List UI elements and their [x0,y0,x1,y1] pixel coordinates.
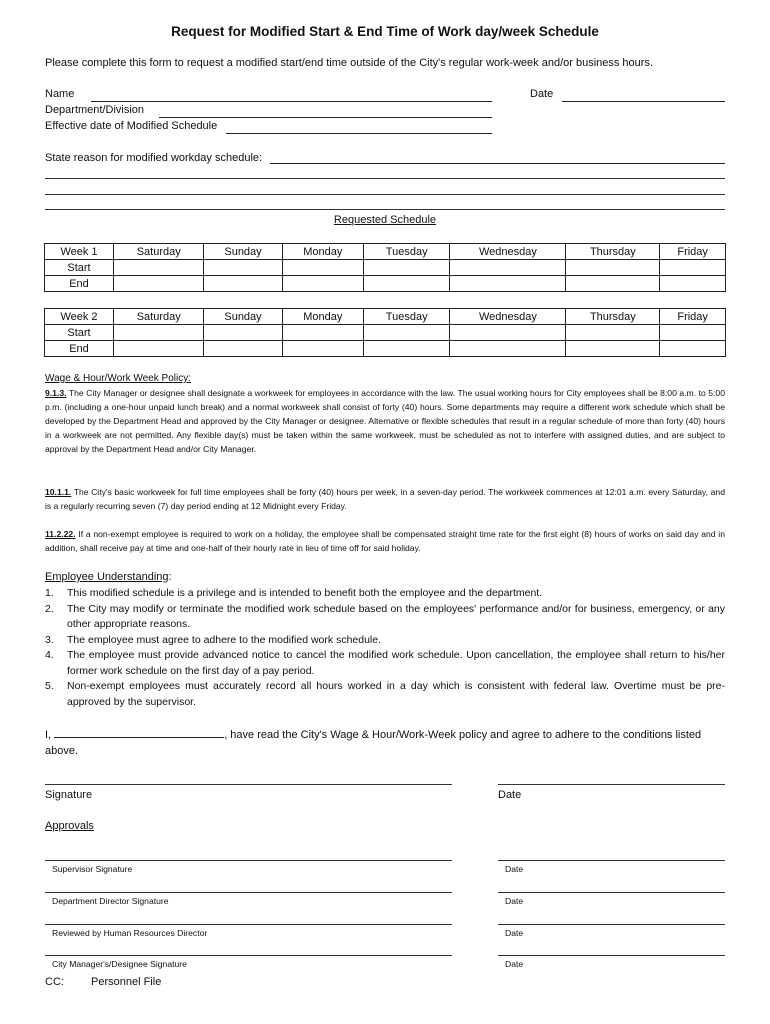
schedule-cell[interactable] [114,276,204,292]
day-tuesday: Tuesday [364,244,450,260]
start-label: Start [45,260,114,276]
signature-date-label: Date [498,789,522,801]
name-label: Name [45,88,75,100]
hr-date-line[interactable] [498,924,725,925]
week-1-table [44,243,726,292]
policy-heading: Wage & Hour/Work Week Policy: [45,373,191,384]
agreement-body: , have read the City's Wage & Hour/Work-Week policy and agree to adhere to the conditions listed above. [45,729,702,757]
date-field[interactable] [562,88,725,102]
reason-label: State reason for modified workday schedule: [45,152,263,164]
director-date-line[interactable] [498,892,725,893]
signature-date-line[interactable] [498,784,725,785]
week-2-label: Week 2 [45,309,114,325]
understanding-heading-wrap [45,571,172,583]
schedule-cell[interactable] [114,260,204,276]
week-2-table [44,308,726,357]
schedule-cell[interactable] [450,260,566,276]
item-number: 1. [45,587,54,599]
item-number: 2. [45,602,54,615]
schedule-cell[interactable] [566,325,660,341]
understanding-heading: Employee Understanding [45,571,169,583]
director-date-label: Date [505,896,524,906]
agreement-text [45,726,725,759]
end-label: End [45,341,114,357]
signature-label: Signature [45,789,93,801]
approvals-heading: Approvals [45,820,94,832]
cc-value: Personnel File [91,976,162,988]
supervisor-signature-line[interactable] [45,860,452,861]
signature-line[interactable] [45,784,452,785]
city-manager-signature-line[interactable] [45,955,452,956]
schedule-cell[interactable] [364,276,450,292]
list-item [45,679,725,710]
week-1-start-row [45,260,726,276]
policy-text: The City Manager or designee shall designate a workweek for employees in accordance with the law. The usual working hours for City employees shall be 8:00 a.m. to 5:00 p.m. (including a one-hour unpaid lunch break) and a normal workweek shall consist of forty (40) hours. Some departments may require a different work schedule which shall be developed by the Department Head and approved by the City Manager or designee. Alternative or flexible schedules that result in a regular schedule of more than forty (40) hours in a workweek are not permitted. Any flexible day(s) must be taken within the same workweek, must be scheduled as not to interfere with assigned duties, and are subject to approval by the Department Head and/or City Manager. [45,388,725,454]
understanding-list [45,586,725,710]
day-sunday: Sunday [204,244,282,260]
list-item [45,648,725,679]
policy-code: 10.1.1. [45,487,72,497]
schedule-cell[interactable] [204,325,282,341]
schedule-cell[interactable] [660,276,726,292]
city-manager-date-label: Date [505,959,524,969]
day-thursday: Thursday [566,309,660,325]
item-text: The employee must agree to adhere to the modified work schedule. [67,633,382,646]
item-number: 5. [45,680,54,692]
schedule-cell[interactable] [282,276,363,292]
week-1-header-row [45,244,726,260]
week-1-label: Week 1 [45,244,114,260]
hr-signature-line[interactable] [45,924,452,925]
schedule-cell[interactable] [566,341,660,357]
end-label: End [45,276,114,292]
schedule-cell[interactable] [114,325,204,341]
date-label: Date [530,88,554,100]
director-signature-line[interactable] [45,892,452,893]
item-text: The employee must provide advanced notice to cancel the modified work schedule. Upon cancellation, the employee shall return to his/her former work schedule on the first day of a pay period. [67,649,725,677]
schedule-cell[interactable] [364,341,450,357]
schedule-cell[interactable] [566,276,660,292]
day-tuesday: Tuesday [364,309,450,325]
schedule-cell[interactable] [660,341,726,357]
reason-line-2[interactable] [45,178,725,179]
city-manager-date-line[interactable] [498,955,725,956]
schedule-cell[interactable] [114,341,204,357]
schedule-heading: Requested Schedule [333,214,437,226]
name-field[interactable] [91,88,492,102]
policy-section-11222 [45,527,725,555]
reason-line-4[interactable] [45,209,725,210]
schedule-cell[interactable] [364,325,450,341]
policy-code: 9.1.3. [45,388,67,398]
supervisor-signature-label: Supervisor Signature [52,864,133,874]
intro-text: Please complete this form to request a modified start/end time outside of the City's regular work-week and/or business hours. [45,57,654,69]
item-number: 3. [45,633,54,646]
schedule-cell[interactable] [282,325,363,341]
item-number: 4. [45,649,54,661]
agreement-name-field[interactable] [54,726,224,738]
effective-date-field[interactable] [226,120,492,134]
day-saturday: Saturday [114,309,204,325]
day-friday: Friday [660,244,726,260]
week-2-header-row [45,309,726,325]
policy-section-1011 [45,485,725,513]
start-label: Start [45,325,114,341]
reason-line-3[interactable] [45,194,725,195]
department-field[interactable] [159,104,492,118]
list-item [45,633,725,649]
department-label: Department/Division [45,104,145,116]
item-text: Non-exempt employees must accurately record all hours worked in a day which is consistent with federal law. Overtime must be pre-approved by the supervisor. [67,680,725,708]
hr-signature-label: Reviewed by Human Resources Director [52,928,208,938]
day-monday: Monday [282,309,363,325]
schedule-cell[interactable] [364,260,450,276]
day-saturday: Saturday [114,244,204,260]
week-1-end-row [45,276,726,292]
supervisor-date-line[interactable] [498,860,725,861]
city-manager-signature-label: City Manager's/Designee Signature [52,959,187,969]
week-2-start-row [45,325,726,341]
day-friday: Friday [660,309,726,325]
schedule-cell[interactable] [660,260,726,276]
schedule-cell[interactable] [450,341,566,357]
agreement-prefix: I, [45,729,52,741]
schedule-cell[interactable] [450,276,566,292]
supervisor-date-label: Date [505,864,524,874]
reason-field[interactable] [270,151,725,164]
day-thursday: Thursday [566,244,660,260]
schedule-cell[interactable] [204,341,282,357]
effective-date-label: Effective date of Modified Schedule [45,120,218,132]
list-item [45,586,725,602]
schedule-cell[interactable] [660,325,726,341]
hr-date-label: Date [505,928,524,938]
schedule-cell[interactable] [282,260,363,276]
schedule-cell[interactable] [204,276,282,292]
schedule-cell[interactable] [282,341,363,357]
item-text: The City may modify or terminate the modified work schedule based on the employees' performance and/or for business, emergency, or any other appropriate reasons. [67,602,725,630]
item-text: This modified schedule is a privilege and is intended to benefit both the employee and the department. [67,587,543,599]
schedule-cell[interactable] [204,260,282,276]
schedule-cell[interactable] [566,260,660,276]
day-sunday: Sunday [204,309,282,325]
policy-text: If a non-exempt employee is required to work on a holiday, the employee shall be compensated straight time rate for the first eight (8) hours of works on said day and in addition, shall receive pay at time and one-half of their hourly rate in lieu of time off for said holiday. [45,529,725,553]
director-signature-label: Department Director Signature [52,896,169,906]
list-item [45,602,725,633]
policy-section-913 [45,386,725,456]
cc-label: CC: [45,976,64,988]
day-wednesday: Wednesday [450,309,566,325]
policy-code: 11.2.22. [45,529,76,539]
week-2-end-row [45,341,726,357]
form-title: Request for Modified Start & End Time of Work day/week Schedule [171,24,599,39]
understanding-colon: : [168,571,172,583]
policy-text: The City's basic workweek for full time employees shall be forty (40) hours per week, in a seven-day period. The workweek commences at 12:01 a.m. every Saturday, and is a regularly recurring seven (7) day period ending at 12 Midnight every Friday. [45,487,725,511]
schedule-cell[interactable] [450,325,566,341]
day-monday: Monday [282,244,363,260]
day-wednesday: Wednesday [450,244,566,260]
